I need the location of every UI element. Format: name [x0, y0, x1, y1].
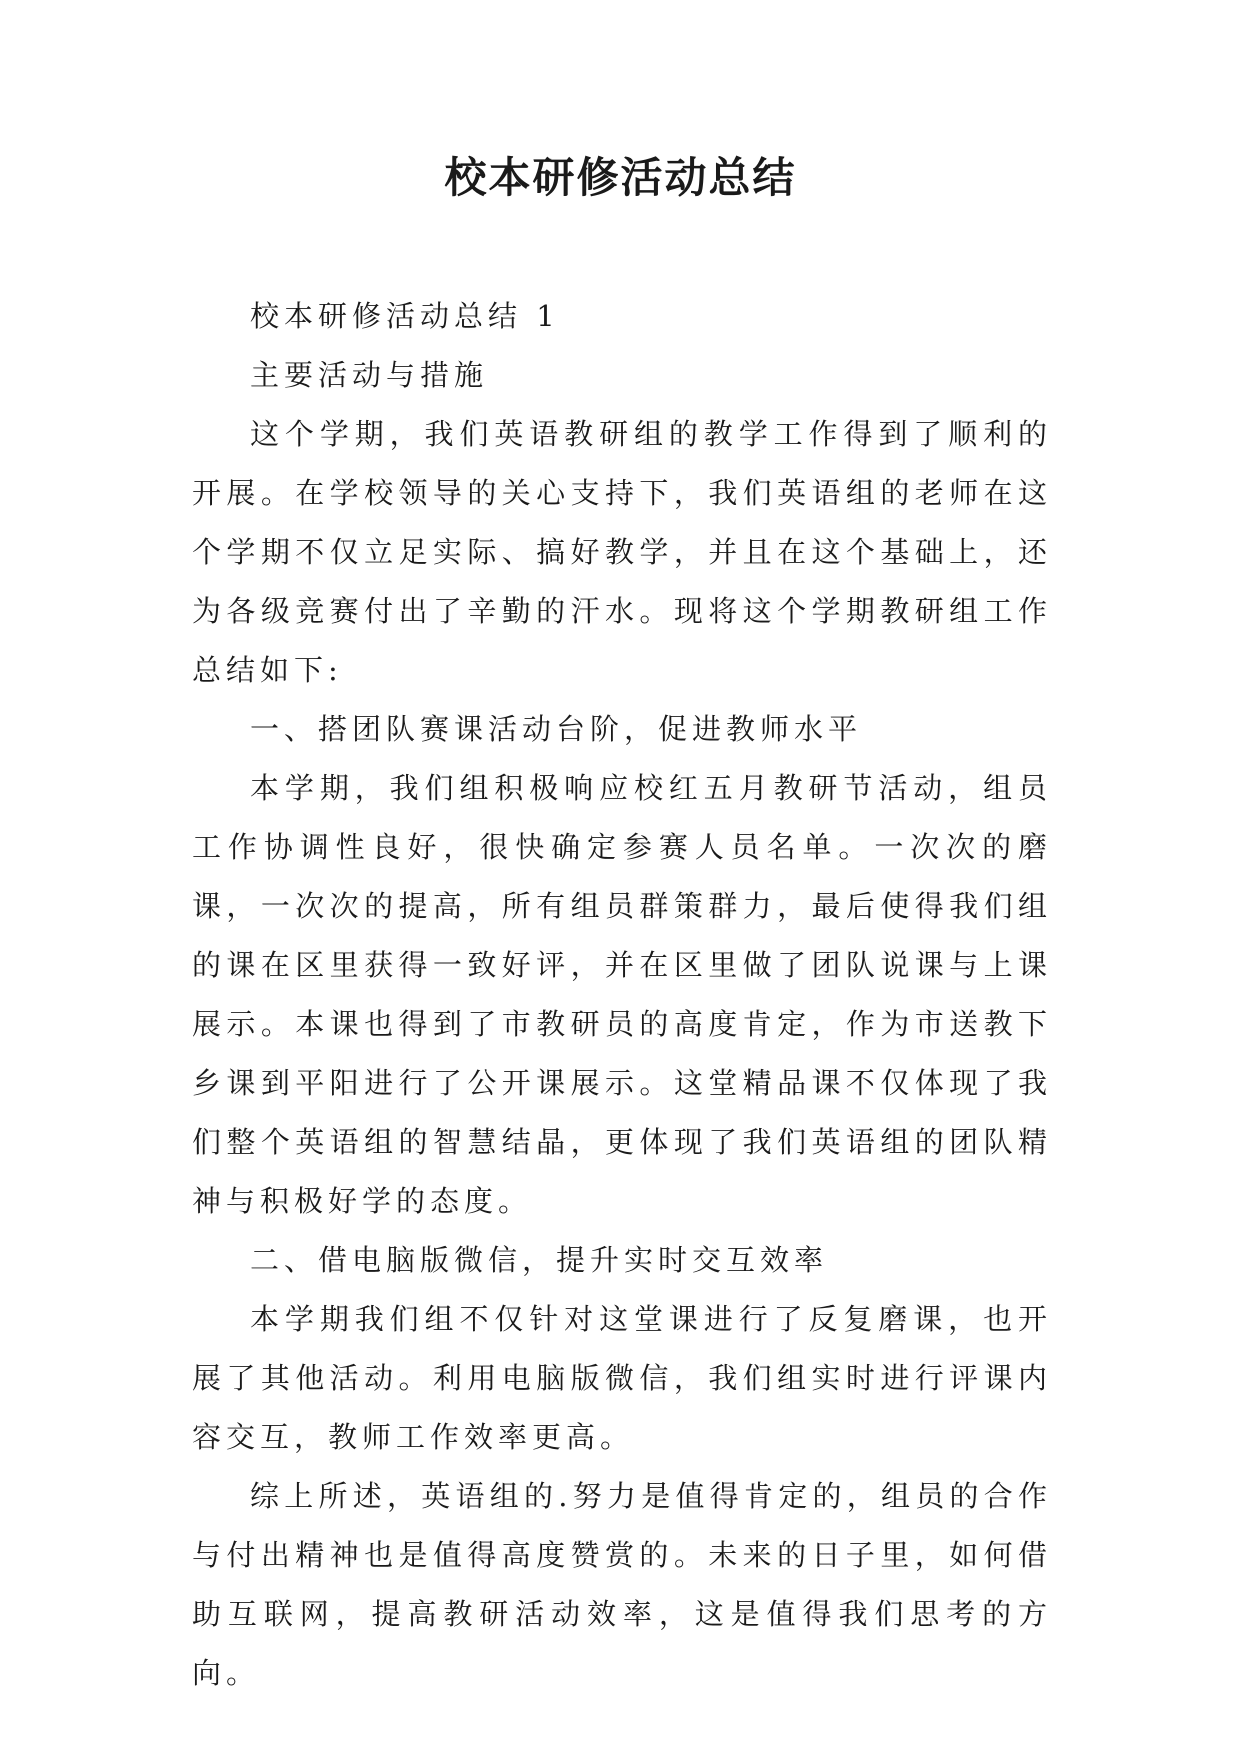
subheading-item-two: 二、借电脑版微信，提升实时交互效率 — [250, 1243, 829, 1277]
subheading-main-activities: 主要活动与措施 — [250, 358, 489, 392]
document-title: 校本研修活动总结 — [444, 153, 797, 202]
paragraph-item-two: 本学期我们组不仅针对这堂课进行了反复磨课，也开展了其他活动。利用电脑版微信，我们组实时进行评课内容交互，教师工作效率更高。 — [192, 1302, 1052, 1454]
paragraph-intro: 这个学期，我们英语教研组的教学工作得到了顺利的开展。在学校领导的关心支持下，我们英语组的老师在这个学期不仅立足实际、搞好教学，并且在这个基础上，还为各级竞赛付出了辛勤的汗水。现将这个学期教研组工作总结如下: — [192, 417, 1052, 687]
document-body — [192, 287, 1052, 1703]
subheading-item-one: 一、搭团队赛课活动台阶，促进教师水平 — [250, 712, 863, 746]
paragraph-item-one: 本学期，我们组积极响应校红五月教研节活动，组员工作协调性良好，很快确定参赛人员名单。一次次的磨课，一次次的提高，所有组员群策群力，最后使得我们组的课在区里获得一致好评，并在区里做了团队说课与上课展示。本课也得到了市教研员的高度肯定，作为市送教下乡课到平阳进行了公开课展示。这堂精品课不仅体现了我们整个英语组的智慧结晶，更体现了我们英语组的团队精神与积极好学的态度。 — [192, 771, 1052, 1218]
section-heading-1: 校本研修活动总结 1 — [250, 299, 560, 333]
paragraph-conclusion: 综上所述，英语组的.努力是值得肯定的，组员的合作与付出精神也是值得高度赞赏的。未来的日子里，如何借助互联网，提高教研活动效率，这是值得我们思考的方向。 — [192, 1479, 1052, 1690]
